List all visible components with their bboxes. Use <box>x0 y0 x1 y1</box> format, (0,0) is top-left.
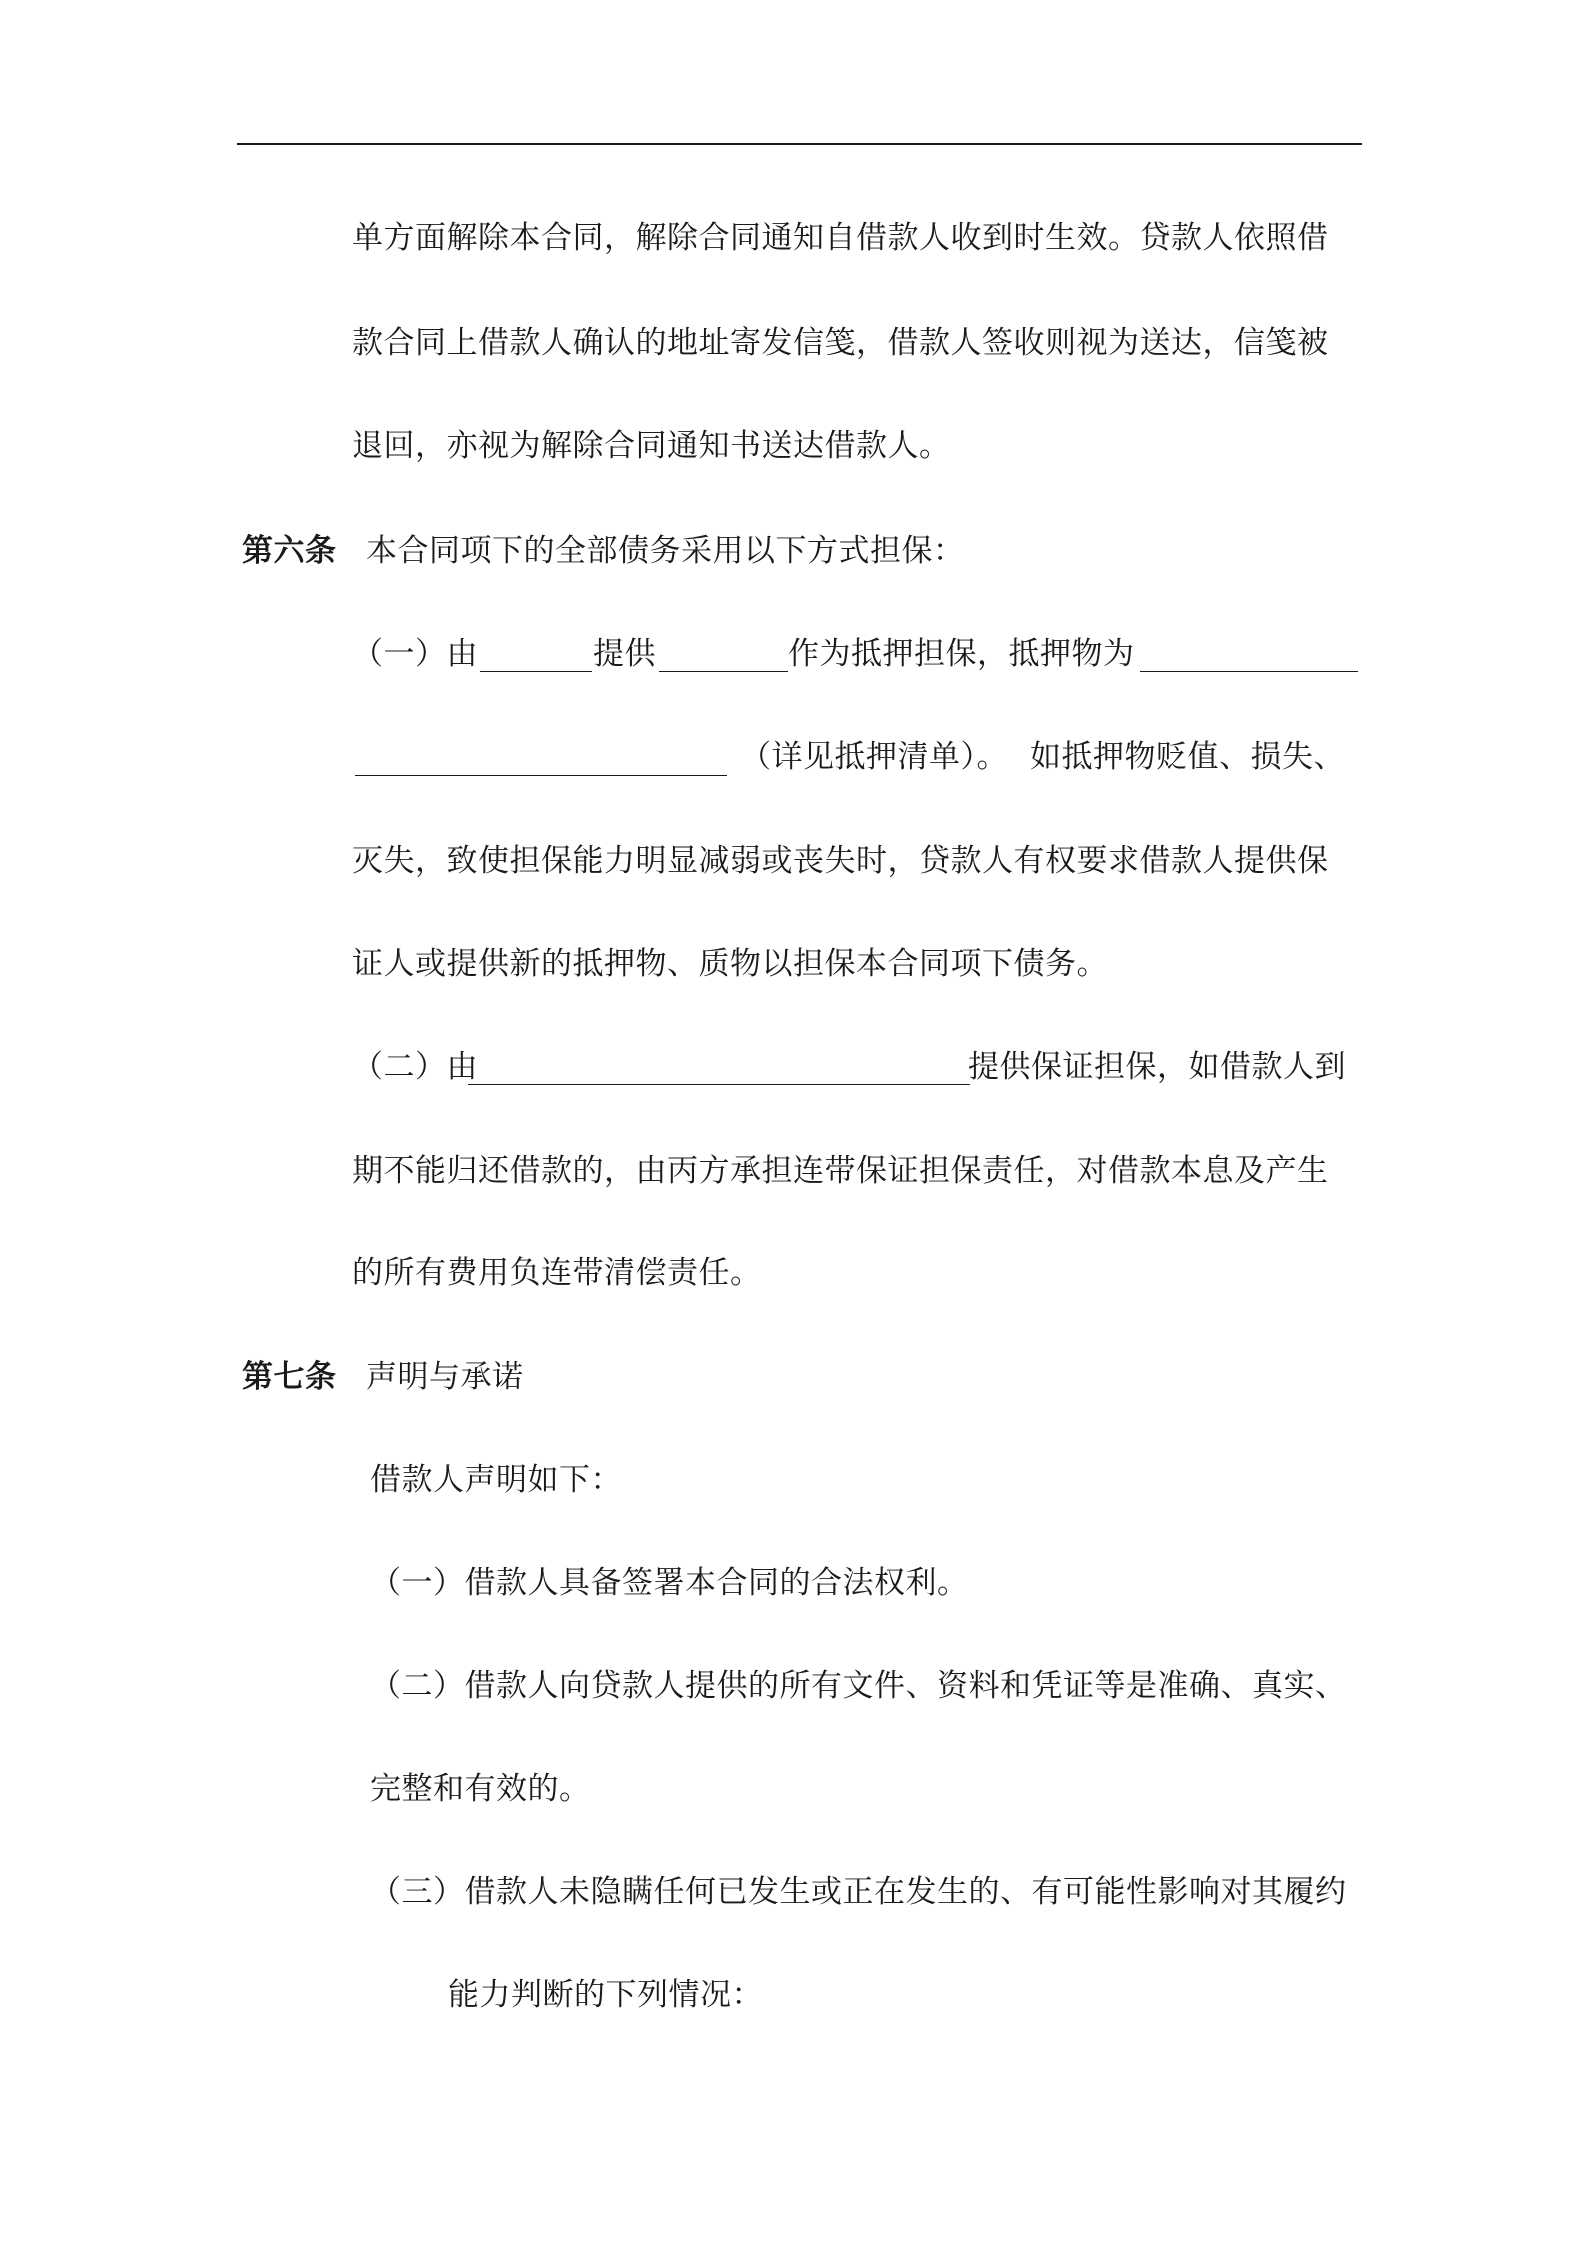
declaration-item-continued: 完整和有效的。 <box>370 1771 591 1807</box>
clause-one-text: （详见抵押清单）。 <box>740 739 1008 775</box>
clause-two-prefix: （二）由 <box>352 1049 478 1085</box>
clause-one-text: 如抵押物贬值、损失、 <box>1030 739 1345 775</box>
paragraph-line: 款合同上借款人确认的地址寄发信笺，借款人签收则视为送达，信笺被 <box>352 325 1329 361</box>
paragraph-line: 证人或提供新的抵押物、质物以担保本合同项下债务。 <box>352 946 1108 982</box>
clause-two-text: 提供保证担保，如借款人到 <box>968 1049 1346 1085</box>
paragraph-line: 退回，亦视为解除合同通知书送达借款人。 <box>352 428 951 464</box>
article-seven-number: 第七条 <box>242 1359 337 1395</box>
clause-one-text: 作为抵押担保，抵押物为 <box>788 636 1135 672</box>
blank-collateral <box>659 671 788 672</box>
declaration-intro: 借款人声明如下： <box>370 1462 622 1498</box>
paragraph-line: 灭失，致使担保能力明显减弱或丧失时，贷款人有权要求借款人提供保 <box>352 843 1329 879</box>
blank-collateral-item <box>1140 671 1358 672</box>
article-six-number: 第六条 <box>242 533 337 569</box>
paragraph-line: 期不能归还借款的，由丙方承担连带保证担保责任，对借款本息及产生 <box>352 1153 1329 1189</box>
blank-mortgagor <box>480 671 592 672</box>
paragraph-line: 的所有费用负连带清偿责任。 <box>352 1255 762 1291</box>
paragraph-line: 单方面解除本合同，解除合同通知自借款人收到时生效。贷款人依照借 <box>352 220 1329 256</box>
article-six-title: 本合同项下的全部债务采用以下方式担保： <box>366 533 965 569</box>
article-seven-title: 声明与承诺 <box>366 1359 524 1395</box>
blank-collateral-item-continued <box>355 775 727 776</box>
blank-guarantor <box>468 1084 970 1085</box>
declaration-item: （一）借款人具备签署本合同的合法权利。 <box>370 1565 969 1601</box>
declaration-item-continued: 能力判断的下列情况： <box>448 1977 763 2013</box>
header-rule <box>237 143 1362 145</box>
declaration-item: （二）借款人向贷款人提供的所有文件、资料和凭证等是准确、真实、 <box>370 1668 1347 1704</box>
clause-one-text: 提供 <box>593 636 656 672</box>
clause-one-prefix: （一）由 <box>352 636 478 672</box>
declaration-item: （三）借款人未隐瞒任何已发生或正在发生的、有可能性影响对其履约 <box>370 1874 1347 1910</box>
